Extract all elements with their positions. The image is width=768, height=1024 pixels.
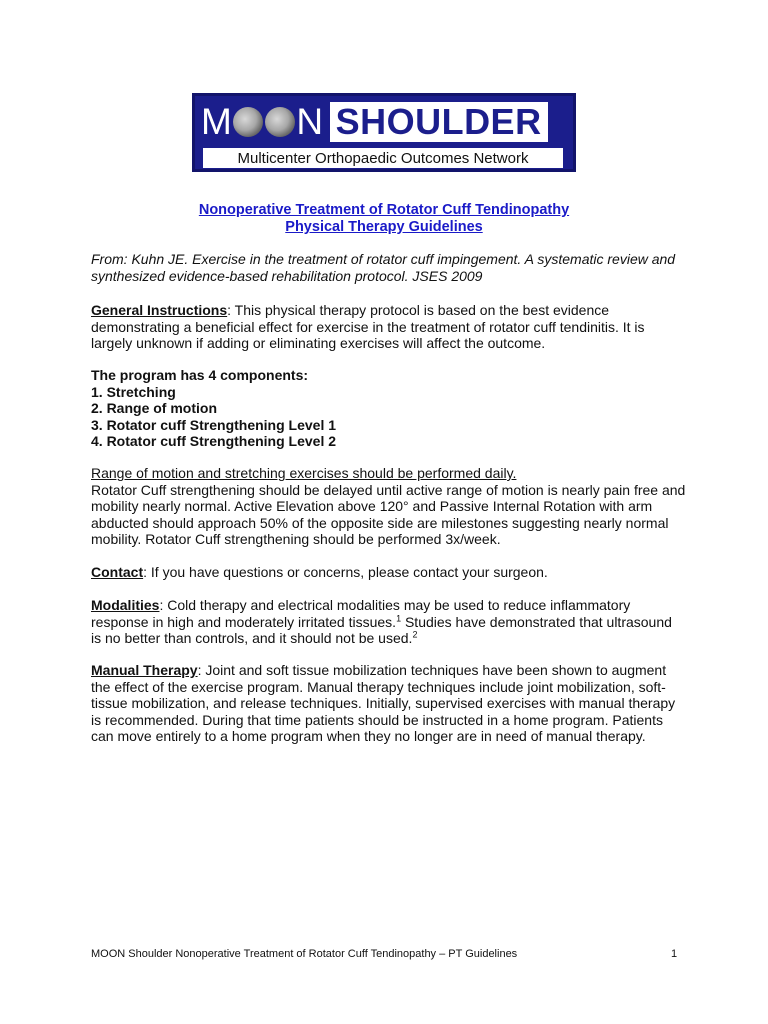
- manual-heading: Manual Therapy: [91, 662, 198, 678]
- modalities-line2a: response in high and moderately irritated tissues.: [91, 613, 397, 630]
- rom-line1: Rotator Cuff strengthening should be delayed until active range of motion is nearly pain free and: [91, 481, 686, 498]
- general-heading: General Instructions: [91, 302, 228, 318]
- modalities-line3a: is no better than controls, and it should not be used.: [91, 630, 413, 646]
- logo-moon-text: [201, 101, 324, 143]
- general-instructions: [91, 302, 691, 352]
- program-item: 1. Stretching: [91, 383, 176, 400]
- program-item: 2. Range of motion: [91, 400, 217, 416]
- contact-section: [91, 564, 691, 581]
- footnote-ref-2: 2: [412, 629, 418, 640]
- logo-subtitle: Multicenter Orthopaedic Outcomes Network: [203, 148, 563, 168]
- footnote-ref-1: 1: [396, 612, 402, 623]
- manual-line5: can move entirely to a home program when they no longer are in need of manual therapy.: [91, 728, 646, 744]
- manual-line2: the effect of the exercise program. Manual therapy techniques include joint mobilization, soft-: [91, 678, 666, 695]
- citation-line1: From: Kuhn JE. Exercise in the treatment of rotator cuff impingement. A systematic review and: [91, 251, 676, 267]
- contact-text: : If you have questions or concerns, please contact your surgeon.: [143, 564, 548, 580]
- rom-underlined: Range of motion and stretching exercises should be performed daily.: [91, 465, 517, 481]
- logo-shoulder-text: SHOULDER: [330, 102, 548, 142]
- page-number: 1: [671, 948, 678, 960]
- program-item: 3. Rotator cuff Strengthening Level 1: [91, 416, 337, 433]
- manual-line4: is recommended. During that time patients should be instructed in a home program. Patients: [91, 711, 663, 728]
- program-components: [91, 367, 691, 450]
- general-line1: : This physical therapy protocol is based on the best evidence: [227, 302, 610, 318]
- document-title-line2: Physical Therapy Guidelines: [285, 219, 483, 235]
- general-line2: demonstrating a beneficial effect for exercise in the treatment of rotator cuff tendinitis. It is: [91, 318, 645, 335]
- moon-shoulder-logo: [192, 93, 576, 172]
- manual-line3: tissue mobilization, and release techniques. Initially, supervised exercises with manual therapy: [91, 695, 676, 711]
- modalities-line2b: Studies have demonstrated that ultrasound: [401, 613, 672, 630]
- range-of-motion-section: [91, 465, 691, 548]
- rom-line4: mobility. Rotator Cuff strengthening should be performed 3x/week.: [91, 531, 501, 547]
- manual-therapy-section: [91, 662, 691, 745]
- manual-line1: : Joint and soft tissue mobilization techniques have been shown to augment: [197, 662, 667, 678]
- moon-icon: [233, 107, 263, 137]
- logo-top-row: [201, 100, 567, 144]
- rom-line2: mobility nearly normal. Active Elevation above 120° and Passive Internal Rotation with arm: [91, 498, 653, 514]
- moon-icon-2: [265, 107, 295, 137]
- document-title-line1: Nonoperative Treatment of Rotator Cuff Tendinopathy: [198, 202, 570, 218]
- logo-moon-right: N: [296, 101, 324, 142]
- contact-heading: Contact: [91, 564, 144, 580]
- citation-line2: synthesized evidence-based rehabilitation protocol. JSES 2009: [91, 267, 483, 284]
- modalities-heading: Modalities: [91, 597, 160, 613]
- modalities-line1: : Cold therapy and electrical modalities may be used to reduce inflammatory: [159, 597, 631, 613]
- general-line3: largely unknown if adding or eliminating exercises will affect the outcome.: [91, 335, 546, 351]
- rom-line3: abducted should approach 50% of the opposite side are milestones suggesting nearly normal: [91, 514, 669, 531]
- program-heading: The program has 4 components:: [91, 367, 309, 383]
- modalities-section: [91, 597, 691, 647]
- footer-text: MOON Shoulder Nonoperative Treatment of Rotator Cuff Tendinopathy – PT Guidelines: [91, 948, 518, 960]
- source-citation: [91, 251, 691, 284]
- logo-moon-left: M: [201, 101, 233, 142]
- program-item: 4. Rotator cuff Strengthening Level 2: [91, 433, 337, 449]
